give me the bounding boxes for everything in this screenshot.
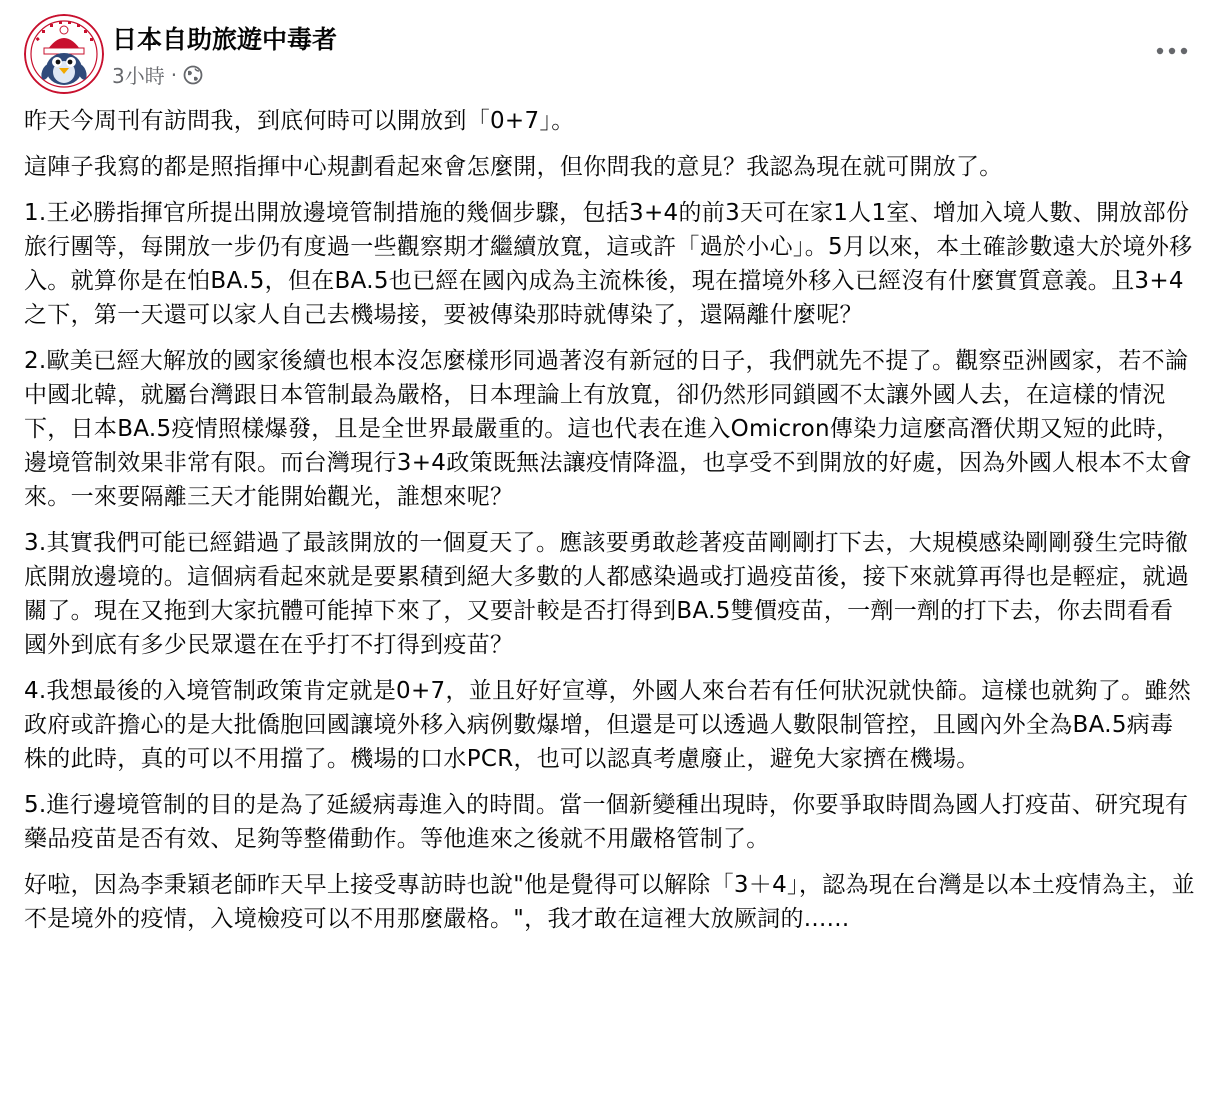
meta-separator: ·	[170, 62, 178, 87]
more-options-button[interactable]	[1150, 36, 1194, 66]
globe-icon[interactable]	[183, 65, 203, 85]
more-horizontal-icon	[1156, 47, 1188, 55]
post-paragraph-intro: 昨天今周刊有訪問我，到底何時可以開放到「0+7」。	[24, 108, 575, 134]
post-body	[24, 104, 1196, 948]
page-avatar[interactable]	[24, 14, 104, 94]
post-paragraph-opinion: 這陣子我寫的都是照指揮中心規劃看起來會怎麼開，但你問我的意見？我認為現在就可開放了。	[24, 154, 1003, 180]
post-header	[24, 14, 1194, 94]
post-paragraph-point-3: 3.其實我們可能已經錯過了最該開放的一個夏天了。應該要勇敢趁著疫苗剛剛打下去，大規模感染剛剛發生完時徹底開放邊境的。這個病看起來就是要累積到絕大多數的人都感染過或打過疫苗後，接下來就算再得也是輕症，就過關了。現在又拖到大家抗體可能掉下來了，又要計較是否打得到BA.5雙價疫苗，一劑一劑的打下去，你去問看看國外到底有多少民眾還在在乎打不打得到疫苗？	[24, 530, 1189, 658]
page-name[interactable]: 日本自助旅遊中毒者	[112, 25, 338, 54]
post-paragraph-point-2: 2.歐美已經大解放的國家後續也根本沒怎麼樣形同過著沒有新冠的日子，我們就先不提了。觀察亞洲國家，若不論中國北韓，就屬台灣跟日本管制最為嚴格，日本理論上有放寬，卻仍然形同鎖國不太讓外國人去，在這樣的情況下，日本BA.5疫情照樣爆發，且是全世界最嚴重的。這也代表在進入Omicron傳染力這麼高潛伏期又短的此時，邊境管制效果非常有限。而台灣現行3+4政策既無法讓疫情降溫，也享受不到開放的好處，因為外國人根本不太會來。一來要隔離三天才能開始觀光，誰想來呢？	[24, 348, 1192, 510]
post-timestamp[interactable]: 3小時	[112, 64, 165, 88]
post-paragraph-point-5: 5.進行邊境管制的目的是為了延緩病毒進入的時間。當一個新變種出現時，你要爭取時間為國人打疫苗、研究現有藥品疫苗是否有效、足夠等整備動作。等他進來之後就不用嚴格管制了。	[24, 792, 1189, 852]
post-paragraph-point-1: 1.王必勝指揮官所提出開放邊境管制措施的幾個步驟，包括3+4的前3天可在家1人1室、增加入境人數、開放部份旅行團等，每開放一步仍有度過一些觀察期才繼續放寬，這或許「過於小心」。5月以來，本土確診數遠大於境外移入。就算你是在怕BA.5，但在BA.5也已經在國內成為主流株後，現在擋境外移入已經沒有什麼實質意義。且3+4之下，第一天還可以家人自己去機場接，要被傳染那時就傳染了，還隔離什麼呢？	[24, 200, 1193, 328]
post-meta	[112, 60, 203, 89]
post-paragraph-closing: 好啦，因為李秉穎老師昨天早上接受專訪時也說"他是覺得可以解除「3＋4」，認為現在台灣是以本土疫情為主，並不是境外的疫情，入境檢疫可以不用那麼嚴格。"，我才敢在這裡大放厥詞的......	[24, 872, 1195, 932]
post-paragraph-point-4: 4.我想最後的入境管制政策肯定就是0+7，並且好好宣導，外國人來台若有任何狀況就快篩。這樣也就夠了。雖然政府或許擔心的是大批僑胞回國讓境外移入病例數爆增，但還是可以透過人數限制管控，且國內外全為BA.5病毒株的此時，真的可以不用擋了。機場的口水PCR，也可以認真考慮廢止，避免大家擠在機場。	[24, 678, 1192, 772]
penguin-mascot-avatar	[24, 14, 104, 94]
